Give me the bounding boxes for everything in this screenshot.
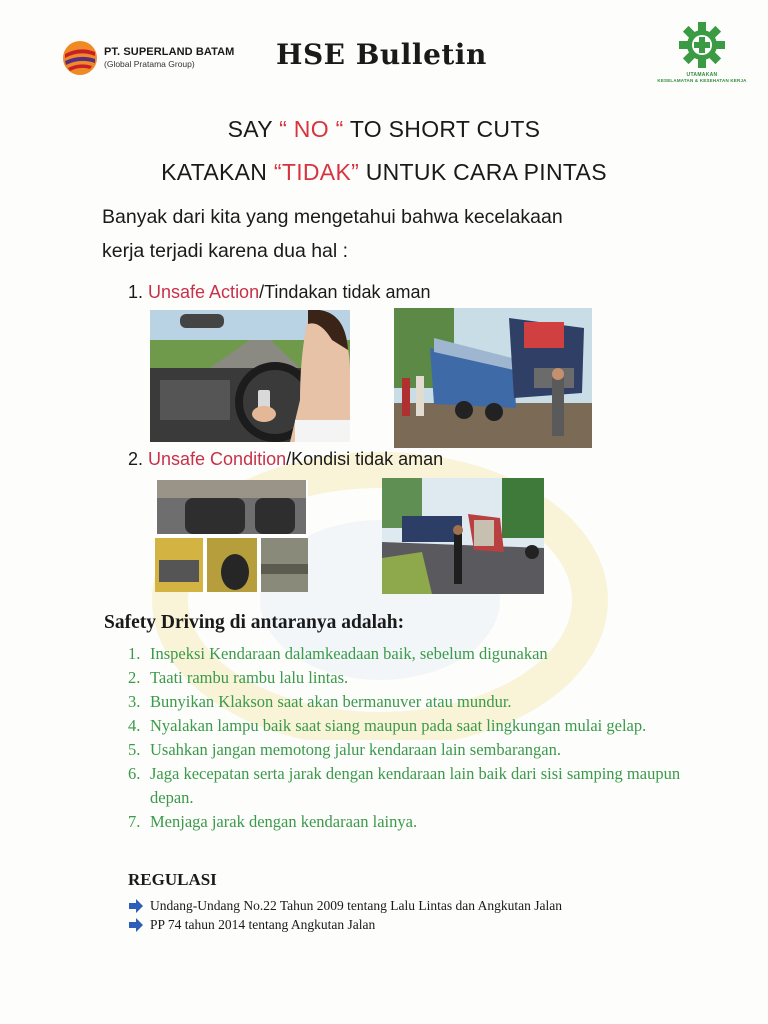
company-subtitle: (Global Pratama Group) [104, 59, 195, 69]
headline-id-prefix: KATAKAN [161, 159, 274, 185]
point-label: Unsafe Condition [148, 449, 287, 469]
point-description: /Tindakan tidak aman [259, 282, 431, 302]
regulasi-title: REGULASI [128, 870, 217, 889]
point-unsafe-condition [128, 449, 443, 470]
list-item [128, 762, 688, 810]
list-item-number: 7. [128, 812, 141, 831]
list-item [128, 738, 688, 762]
arrow-bullet-icon [128, 898, 144, 914]
k3-logo [650, 22, 754, 83]
list-item-text: Nyalakan lampu baik saat siang maupun pada saat lingkungan mulai gelap. [150, 716, 647, 735]
superland-logo-icon [62, 40, 98, 76]
photo-overturned-truck [382, 478, 544, 594]
photo-truck-accident [394, 308, 592, 448]
point-label: Unsafe Action [148, 282, 260, 302]
arrow-bullet-icon [128, 917, 144, 933]
intro-line-1: Banyak dari kita yang mengetahui bahwa kecelakaan [102, 206, 563, 228]
list-item [128, 690, 688, 714]
k3-line2: KESELAMATAN & KESEHATAN KERJA [657, 78, 747, 83]
k3-gear-icon [679, 22, 725, 68]
list-item [128, 666, 688, 690]
header [62, 38, 754, 88]
list-item [128, 896, 562, 915]
list-item-number: 1. [128, 644, 141, 663]
company-name: PT. SUPERLAND BATAM [104, 46, 235, 58]
list-item-text: Inspeksi Kendaraan dalamkeadaan baik, sebelum digunakan [150, 644, 548, 663]
list-item [128, 642, 688, 666]
regulasi-list [128, 896, 562, 934]
headline-en-highlight: “ NO “ [279, 116, 344, 142]
photo-worn-tires [155, 480, 308, 592]
point-number: 2. [128, 449, 149, 469]
list-item [128, 810, 688, 834]
point-description: /Kondisi tidak aman [286, 449, 444, 469]
company-brand [62, 40, 234, 76]
list-item-number: 5. [128, 740, 141, 759]
regulasi-item-text: PP 74 tahun 2014 tentang Angkutan Jalan [150, 917, 376, 932]
intro-text [102, 200, 702, 268]
list-item-number: 6. [128, 764, 141, 783]
list-item-text: Jaga kecepatan serta jarak dengan kendaraan lain baik dari sisi samping maupun depan. [150, 764, 681, 807]
safety-driving-list [128, 642, 688, 834]
headline-en-suffix: TO SHORT CUTS [343, 116, 541, 142]
list-item-text: Bunyikan Klakson saat akan bermanuver atau mundur. [150, 692, 512, 711]
intro-line-2: kerja terjadi karena dua hal : [102, 240, 349, 262]
headline-id-suffix: UNTUK CARA PINTAS [359, 159, 607, 185]
list-item-number: 4. [128, 716, 141, 735]
list-item-text: Taati rambu rambu lalu lintas. [150, 668, 349, 687]
headline-english [0, 116, 768, 143]
headline-en-prefix: SAY [227, 116, 280, 142]
headline-indonesian [0, 159, 768, 186]
safety-driving-title: Safety Driving di antaranya adalah: [104, 612, 405, 633]
list-item-number: 3. [128, 692, 141, 711]
list-item [128, 915, 562, 934]
list-item-text: Usahkan jangan memotong jalur kendaraan lain sembarangan. [150, 740, 561, 759]
point-number: 1. [128, 282, 149, 302]
photo-driver-phone [150, 310, 350, 442]
regulasi-item-text: Undang-Undang No.22 Tahun 2009 tentang Lalu Lintas dan Angkutan Jalan [150, 898, 562, 913]
point-unsafe-action [128, 282, 431, 303]
headline-id-highlight: “TIDAK” [273, 159, 360, 185]
list-item [128, 714, 688, 738]
k3-line1: UTAMAKAN [686, 72, 718, 78]
bulletin-title: HSE Bulletin [276, 38, 487, 71]
list-item-number: 2. [128, 668, 141, 687]
list-item-text: Menjaga jarak dengan kendaraan lainya. [150, 812, 418, 831]
